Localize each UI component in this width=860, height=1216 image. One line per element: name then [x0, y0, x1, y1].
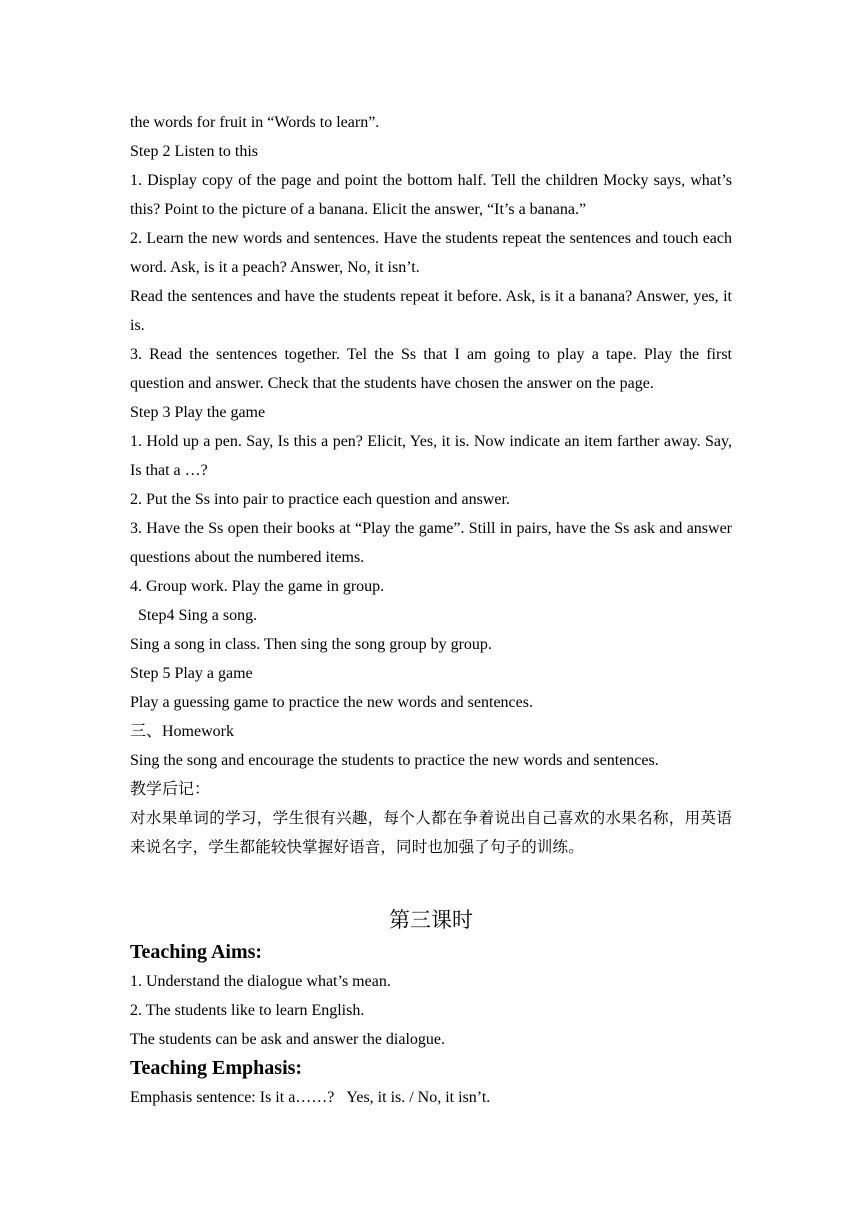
teaching-notes-label: 教学后记：: [130, 781, 211, 798]
step-3-item-4: 4. Group work. Play the game in group.: [130, 578, 385, 595]
emphasis-sentence: Emphasis sentence: Is it a……? Yes, it is. / No, it isn’t.: [130, 1089, 491, 1106]
step-2-paragraph: Read the sentences and have the students repeat it before. Ask, is it a banana? Answer, yes, it is.: [130, 288, 732, 334]
teaching-aims-heading: Teaching Aims:: [130, 941, 263, 963]
step-5-text: Play a guessing game to practice the new words and sentences.: [130, 694, 533, 711]
section-spacer: [130, 862, 732, 902]
teaching-notes-text: 对水果单词的学习，学生很有兴趣，每个人都在争着说出自己喜欢的水果名称，用英语来说名字，学生都能较快掌握好语音，同时也加强了句子的训练。: [130, 809, 732, 856]
step-3-item-1: 1. Hold up a pen. Say, Is this a pen? Elicit, Yes, it is. Now indicate an item farther away. Say, Is that a …?: [130, 433, 732, 479]
step-3-item-2: 2. Put the Ss into pair to practice each question and answer.: [130, 491, 510, 508]
step-3-item-3: 3. Have the Ss open their books at “Play the game”. Still in pairs, have the Ss ask and answer questions about the numbered items.: [130, 520, 732, 566]
homework-heading: 三、Homework: [130, 723, 234, 740]
aim-item-3: The students can be ask and answer the dialogue.: [130, 1031, 446, 1048]
step-4-text: Sing a song in class. Then sing the song group by group.: [130, 636, 492, 653]
step-2-item-2: 2. Learn the new words and sentences. Have the students repeat the sentences and touch each word. Ask, is it a peach? Answer, No, it isn’t.: [130, 230, 732, 276]
step-2-heading: Step 2 Listen to this: [130, 143, 258, 160]
homework-text: Sing the song and encourage the students to practice the new words and sentences.: [130, 752, 659, 769]
step-2-item-3: 3. Read the sentences together. Tel the Ss that I am going to play a tape. Play the first question and answer. Check that the students have chosen the answer on the page.: [130, 346, 732, 392]
teaching-emphasis-heading: Teaching Emphasis:: [130, 1057, 303, 1079]
step-4-heading: Step4 Sing a song.: [138, 607, 258, 624]
page-content: [130, 108, 732, 1112]
lesson-title: 第三课时: [389, 908, 473, 932]
aim-item-2: 2. The students like to learn English.: [130, 1002, 365, 1019]
text-line: the words for fruit in “Words to learn”.: [130, 114, 380, 131]
step-5-heading: Step 5 Play a game: [130, 665, 253, 682]
step-3-heading: Step 3 Play the game: [130, 404, 266, 421]
aim-item-1: 1. Understand the dialogue what’s mean.: [130, 973, 391, 990]
step-2-item-1: 1. Display copy of the page and point the bottom half. Tell the children Mocky says, what’s this? Point to the picture of a banana. Elicit the answer, “It’s a banana.”: [130, 172, 732, 218]
